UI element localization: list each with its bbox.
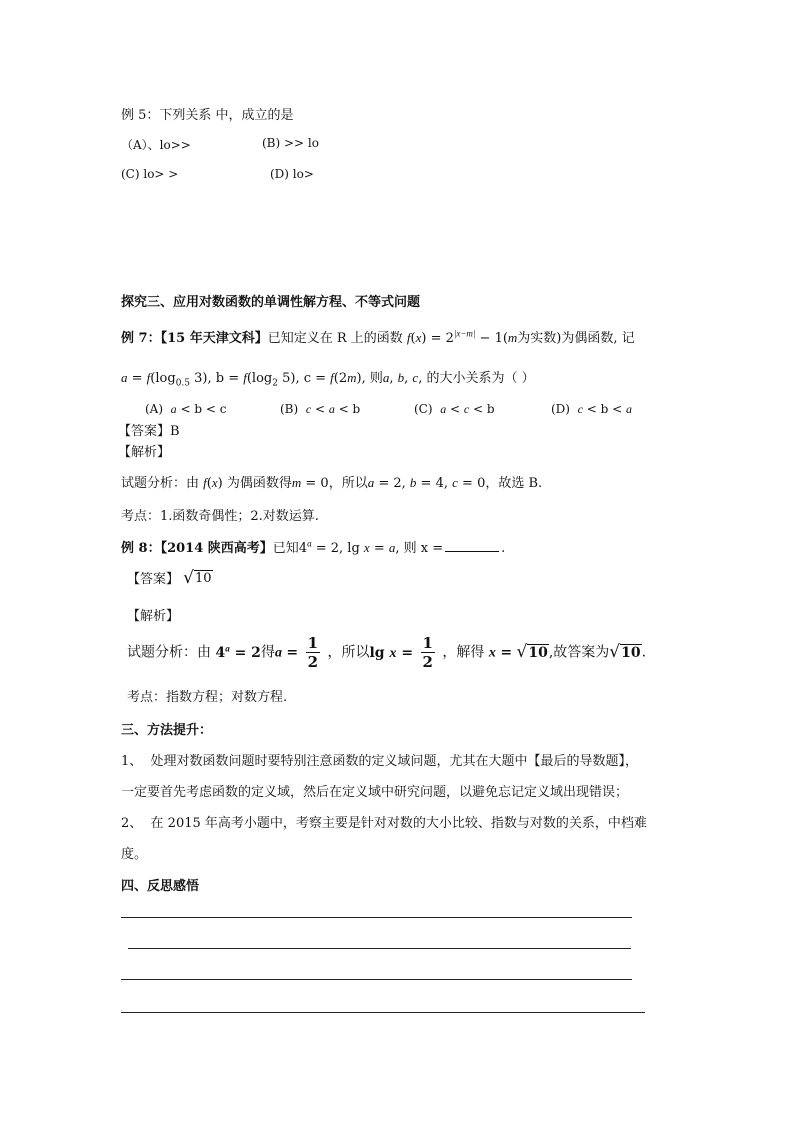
ex5-option-a: （A）、lo>> xyxy=(121,138,191,152)
method-item-2-cont: 度。 xyxy=(121,847,148,862)
method-item-2: 2、 在 2015 年高考小题中，考察主要是针对对数的大小比较、指数与对数的关系，中档难 xyxy=(121,816,647,831)
ex7-kaodian: 考点：1.函数奇偶性；2.对数运算. xyxy=(121,509,319,524)
ex8-analysis: 试题分析：由 $4^a = 2$得a = $\frac{1}{2}$ ，所以lg x = $\frac{1}{2}$ ，解得 x = √ 10 ,故答案为 √ 10 . xyxy=(127,634,647,671)
ex7-option-b: (B) c < a < b xyxy=(280,402,361,416)
method-heading: 三、方法提升： xyxy=(121,723,213,738)
reflection-line-2 xyxy=(128,948,631,949)
ex5-title: 例 5：下列关系 中，成立的是 xyxy=(121,108,294,123)
method-item-1: 1、 处理对数函数问题时要特别注意函数的定义域问题，尤其在大题中【最后的导数题】， xyxy=(121,754,639,769)
sqrt-10-answer: √ 10 xyxy=(183,568,212,588)
frac-one-half: $\frac{1}{2}$ xyxy=(307,634,319,671)
ex7-option-a: (A) a < b < c xyxy=(145,402,227,416)
ex8-label: 例 8： xyxy=(121,541,161,556)
ex7-source: 【15 年天津文科】 xyxy=(160,331,268,346)
reflection-line-4 xyxy=(121,1012,645,1013)
ex8-source: 【2014 陕西高考】 xyxy=(160,541,273,556)
section4-heading: 四、反思感悟 xyxy=(121,879,200,894)
reflection-line-1 xyxy=(121,917,632,918)
ex5-option-d: (D) lo> xyxy=(270,167,314,181)
ex5-option-b: (B) >> lo xyxy=(262,136,319,150)
ex7-stem-line1: 例 7：【15 年天津文科】已知定义在 R 上的函数 $f(x) = 2^{|x-m|} - 1(m$为实数)为偶函数, 记 xyxy=(121,328,635,346)
ex7-stem-line2: $a = f(\log_{0.5}$ 3), $b = f(\log_2$ 5), c = f(2m), 则a, b, c, 的大小关系为（ ） xyxy=(121,370,535,389)
ex7-function-def: f xyxy=(406,330,411,345)
ex7-option-d: (D) c < b < a xyxy=(551,402,633,416)
ex7-stem-a: 已知定义在 R 上的函数 xyxy=(267,331,403,346)
reflection-line-3 xyxy=(121,979,632,980)
ex8-answer-blank xyxy=(445,551,499,552)
frac-one-half-2: $\frac{1}{2}$ xyxy=(422,634,433,671)
ex8-analysis-label: 【解析】 xyxy=(127,609,180,624)
ex7-stem-d: 的大小关系为（ ） xyxy=(426,371,535,386)
ex8-answer: 【答案】 √ 10 xyxy=(127,568,212,588)
ex7-analysis-label: 【解析】 xyxy=(118,445,171,460)
ex7-stem-c: , 则 xyxy=(361,371,383,386)
ex7-label: 例 7： xyxy=(121,331,161,346)
ex8-kaodian: 考点：指数方程；对数方程. xyxy=(127,690,288,705)
ex5-option-c: (C) lo> > xyxy=(121,167,179,181)
ex8-stem: 例 8：【2014 陕西高考】已知$4^a = 2$, lg x = a, 则 x = . xyxy=(121,538,506,556)
ex7-stem-b: 为偶函数, 记 xyxy=(561,331,635,346)
ex7-answer: 【答案】B xyxy=(118,424,180,439)
ex7-option-c: (C) a < c < b xyxy=(414,402,495,416)
section3-heading: 探究三、应用对数函数的单调性解方程、不等式问题 xyxy=(121,295,421,310)
method-item-1-cont: 一定要首先考虑函数的定义域，然后在定义域中研究问题，以避免忘记定义域出现错误； xyxy=(121,785,629,800)
ex7-analysis: 试题分析：由 f(x) 为偶函数得m = 0，所以a = 2, b = 4, c = 0，故选 B. xyxy=(121,475,543,491)
